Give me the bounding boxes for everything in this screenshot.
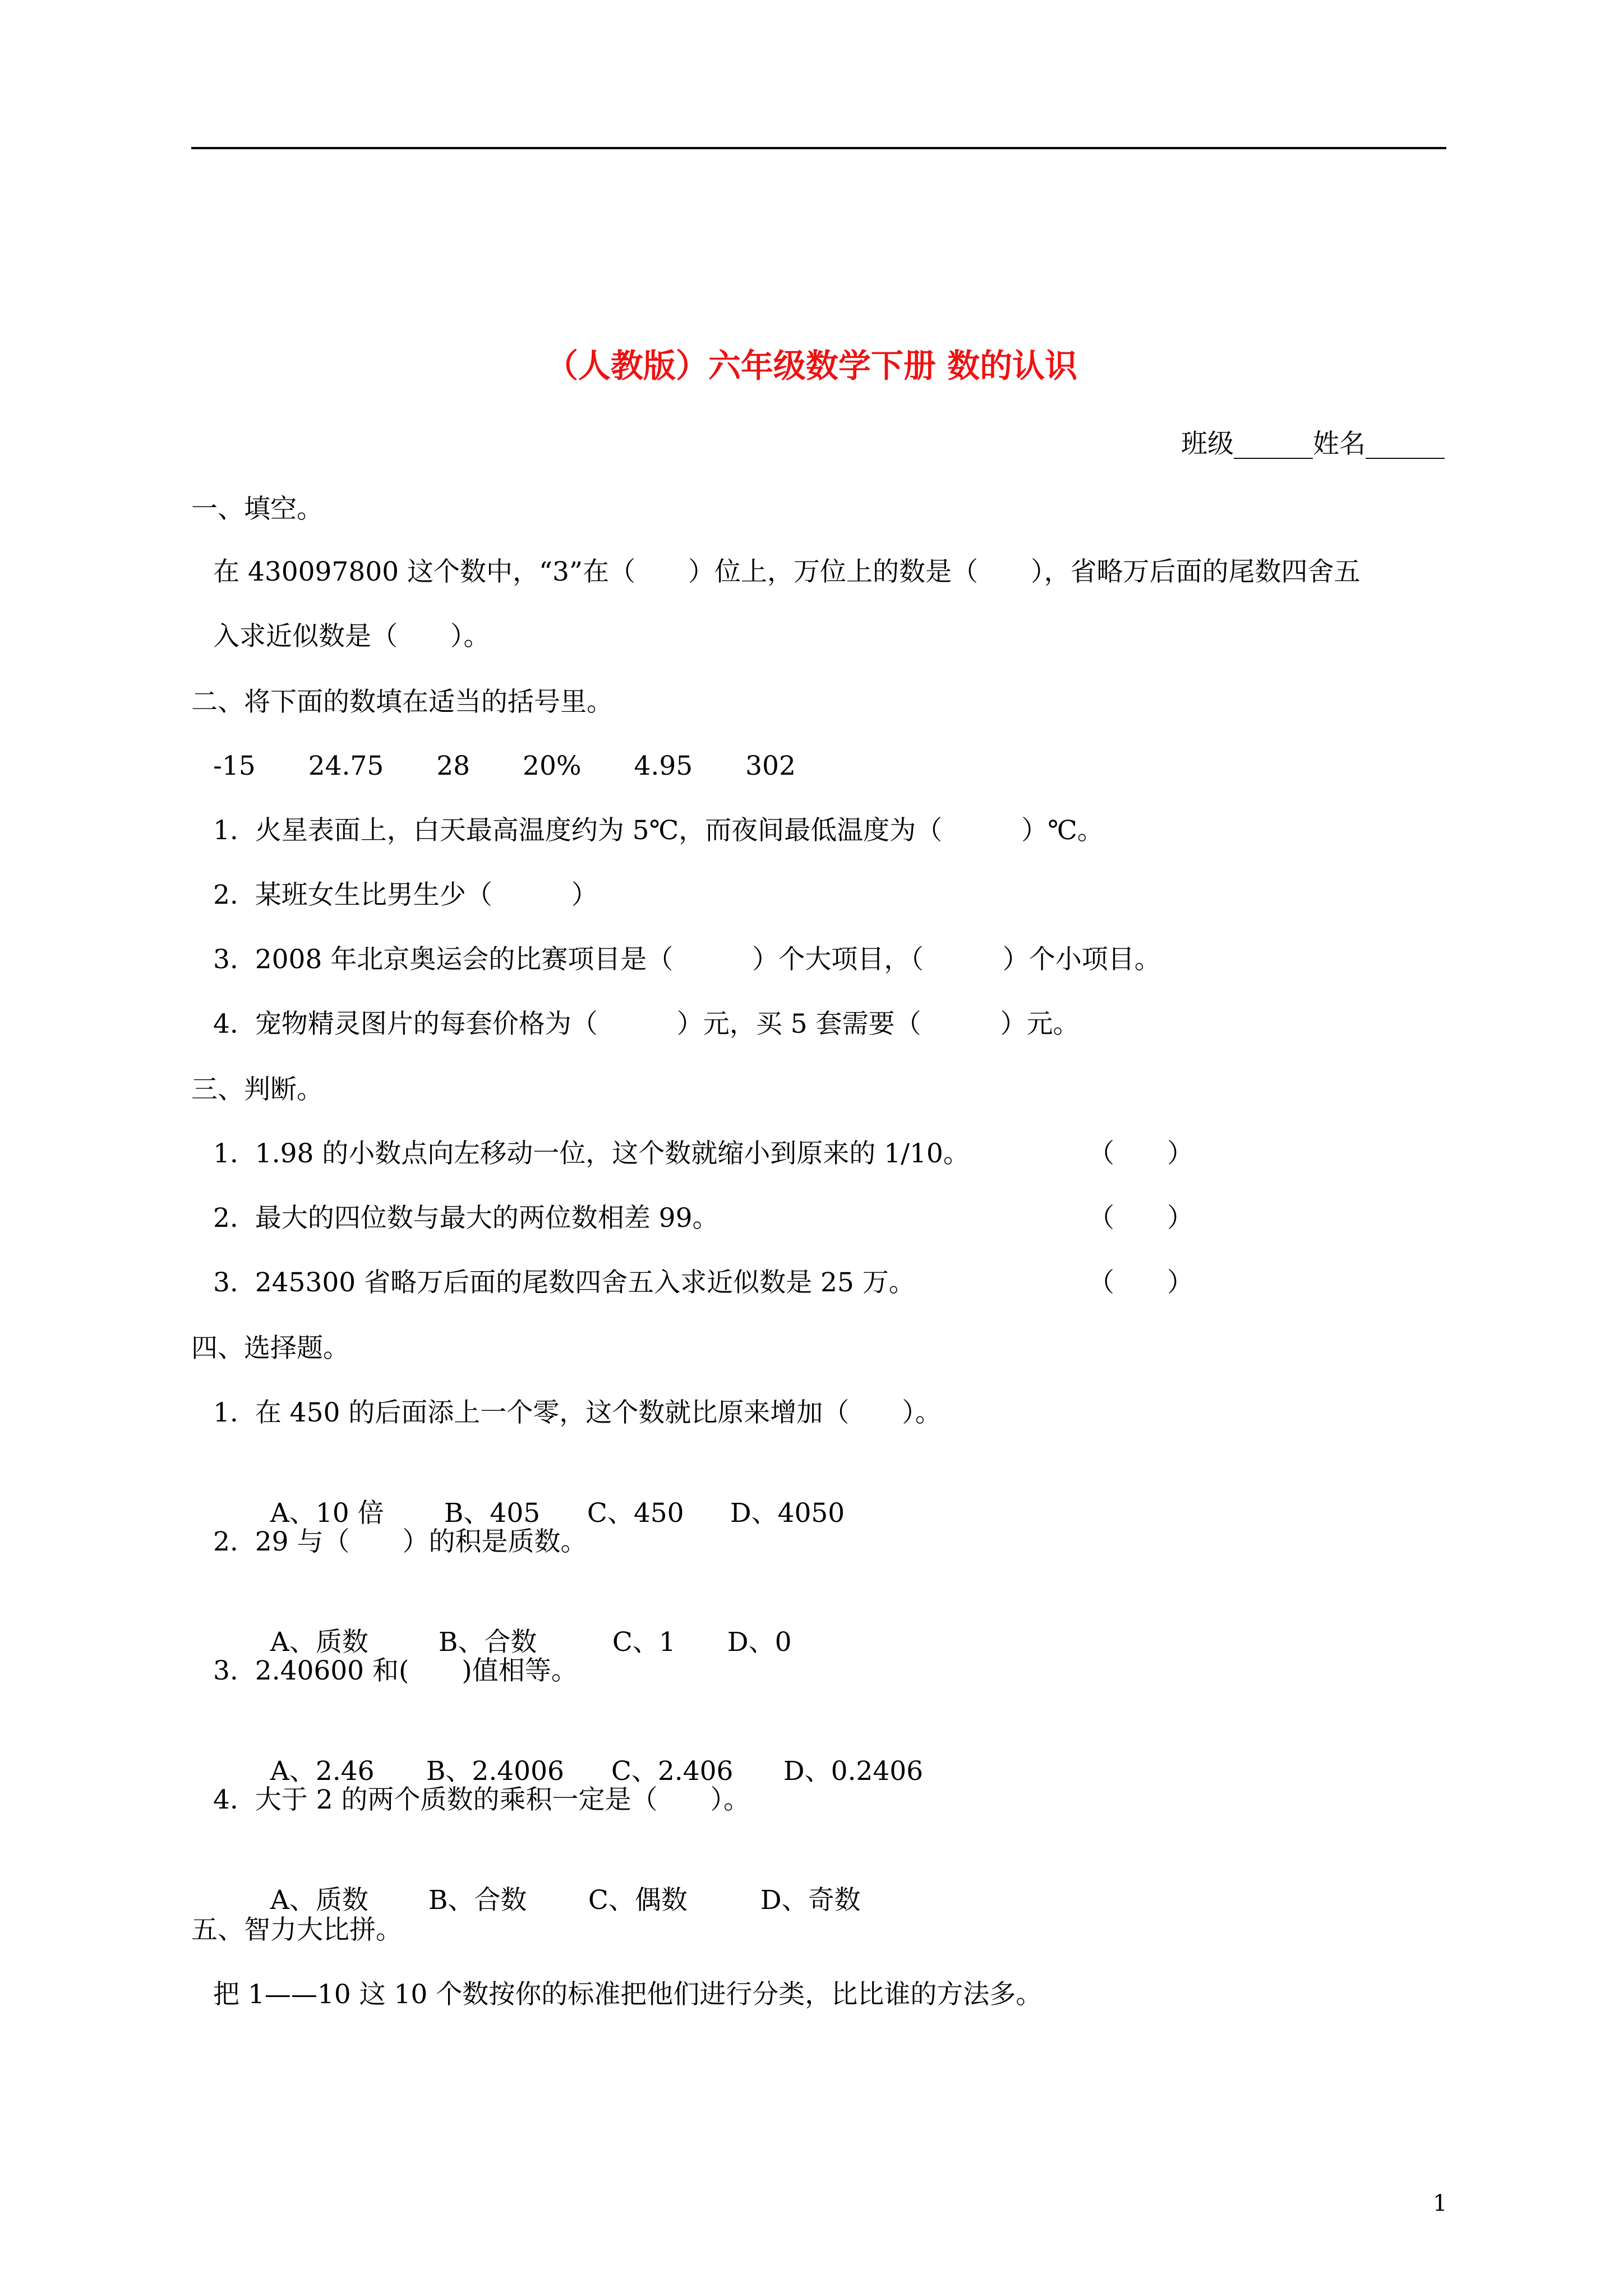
fill-blank-line-1: 在 430097800 这个数中，“3”在（ ）位上，万位上的数是（ ），省略万后面的尾数四舍五 bbox=[213, 556, 1361, 587]
judge-blank-3: （ ） bbox=[1088, 1267, 1193, 1298]
judge-item-1: 1. 1.98 的小数点向左移动一位，这个数就缩小到原来的 1/10。 bbox=[213, 1138, 970, 1169]
choice-option: A、质数 bbox=[270, 1627, 368, 1658]
fill-numbers-item-4: 4. 宠物精灵图片的每套价格为（ ）元，买 5 套需要（ ）元。 bbox=[213, 1009, 1080, 1039]
choice-option: B、合数 bbox=[428, 1885, 527, 1916]
choice-option: D、4050 bbox=[730, 1498, 845, 1529]
header-rule bbox=[191, 147, 1446, 149]
choice-option: C、450 bbox=[587, 1498, 684, 1529]
choice-option: A、10 倍 bbox=[270, 1498, 384, 1529]
fill-blank-line-2: 入求近似数是（ ）。 bbox=[213, 621, 490, 652]
section-heading-fill-blank: 一、填空。 bbox=[191, 494, 323, 524]
choice-option: C、1 bbox=[612, 1627, 676, 1658]
choice-question-1: 1. 在 450 的后面添上一个零，这个数就比原来增加（ ）。 bbox=[213, 1397, 942, 1428]
choice-question-3: 3. 2.40600 和( )值相等。 bbox=[213, 1655, 578, 1686]
section-heading-choice: 四、选择题。 bbox=[191, 1333, 349, 1364]
judge-item-3: 3. 245300 省略万后面的尾数四舍五入求近似数是 25 万。 bbox=[213, 1267, 915, 1298]
judge-blank-1: （ ） bbox=[1088, 1138, 1193, 1169]
choice-option: B、405 bbox=[444, 1498, 541, 1529]
challenge-question: 把 1——10 这 10 个数按你的标准把他们进行分类，比比谁的方法多。 bbox=[213, 1979, 1043, 2010]
page-title: （人教版）六年级数学下册 数的认识 bbox=[545, 347, 1078, 385]
page-number: 1 bbox=[1433, 2191, 1447, 2216]
choice-options-4 bbox=[253, 1847, 861, 1918]
choice-option: C、2.406 bbox=[611, 1756, 734, 1787]
choice-option: D、奇数 bbox=[760, 1885, 861, 1916]
fill-numbers-item-2: 2. 某班女生比男生少（ ） bbox=[213, 880, 598, 910]
class-name-field: 班级______姓名______ bbox=[1181, 429, 1445, 459]
choice-options-1 bbox=[253, 1460, 845, 1531]
choice-question-2: 2. 29 与（ ）的积是质数。 bbox=[213, 1526, 587, 1557]
choice-option: D、0.2406 bbox=[783, 1756, 924, 1787]
fill-numbers-item-3: 3. 2008 年北京奥运会的比赛项目是（ ）个大项目，（ ）个小项目。 bbox=[213, 944, 1161, 975]
choice-option: B、2.4006 bbox=[426, 1756, 564, 1787]
choice-option: B、合数 bbox=[438, 1627, 537, 1658]
fill-numbers-item-1: 1. 火星表面上，白天最高温度约为 5℃，而夜间最低温度为（ ）℃。 bbox=[213, 815, 1104, 846]
choice-option: A、2.46 bbox=[270, 1756, 375, 1787]
section-heading-judge: 三、判断。 bbox=[191, 1074, 323, 1105]
judge-item-2: 2. 最大的四位数与最大的两位数相差 99。 bbox=[213, 1203, 719, 1234]
choice-option: D、0 bbox=[727, 1627, 792, 1658]
section-heading-fill-numbers: 二、将下面的数填在适当的括号里。 bbox=[191, 687, 613, 717]
choice-options-2 bbox=[253, 1589, 791, 1660]
section-heading-challenge: 五、智力大比拼。 bbox=[191, 1915, 402, 1945]
choice-options-3 bbox=[253, 1718, 923, 1789]
number-list: -15 24.75 28 20% 4.95 302 bbox=[213, 751, 796, 781]
choice-question-4: 4. 大于 2 的两个质数的乘积一定是（ ）。 bbox=[213, 1784, 750, 1815]
choice-option: C、偶数 bbox=[588, 1885, 688, 1916]
judge-blank-2: （ ） bbox=[1088, 1203, 1193, 1234]
choice-option: A、质数 bbox=[270, 1885, 368, 1916]
